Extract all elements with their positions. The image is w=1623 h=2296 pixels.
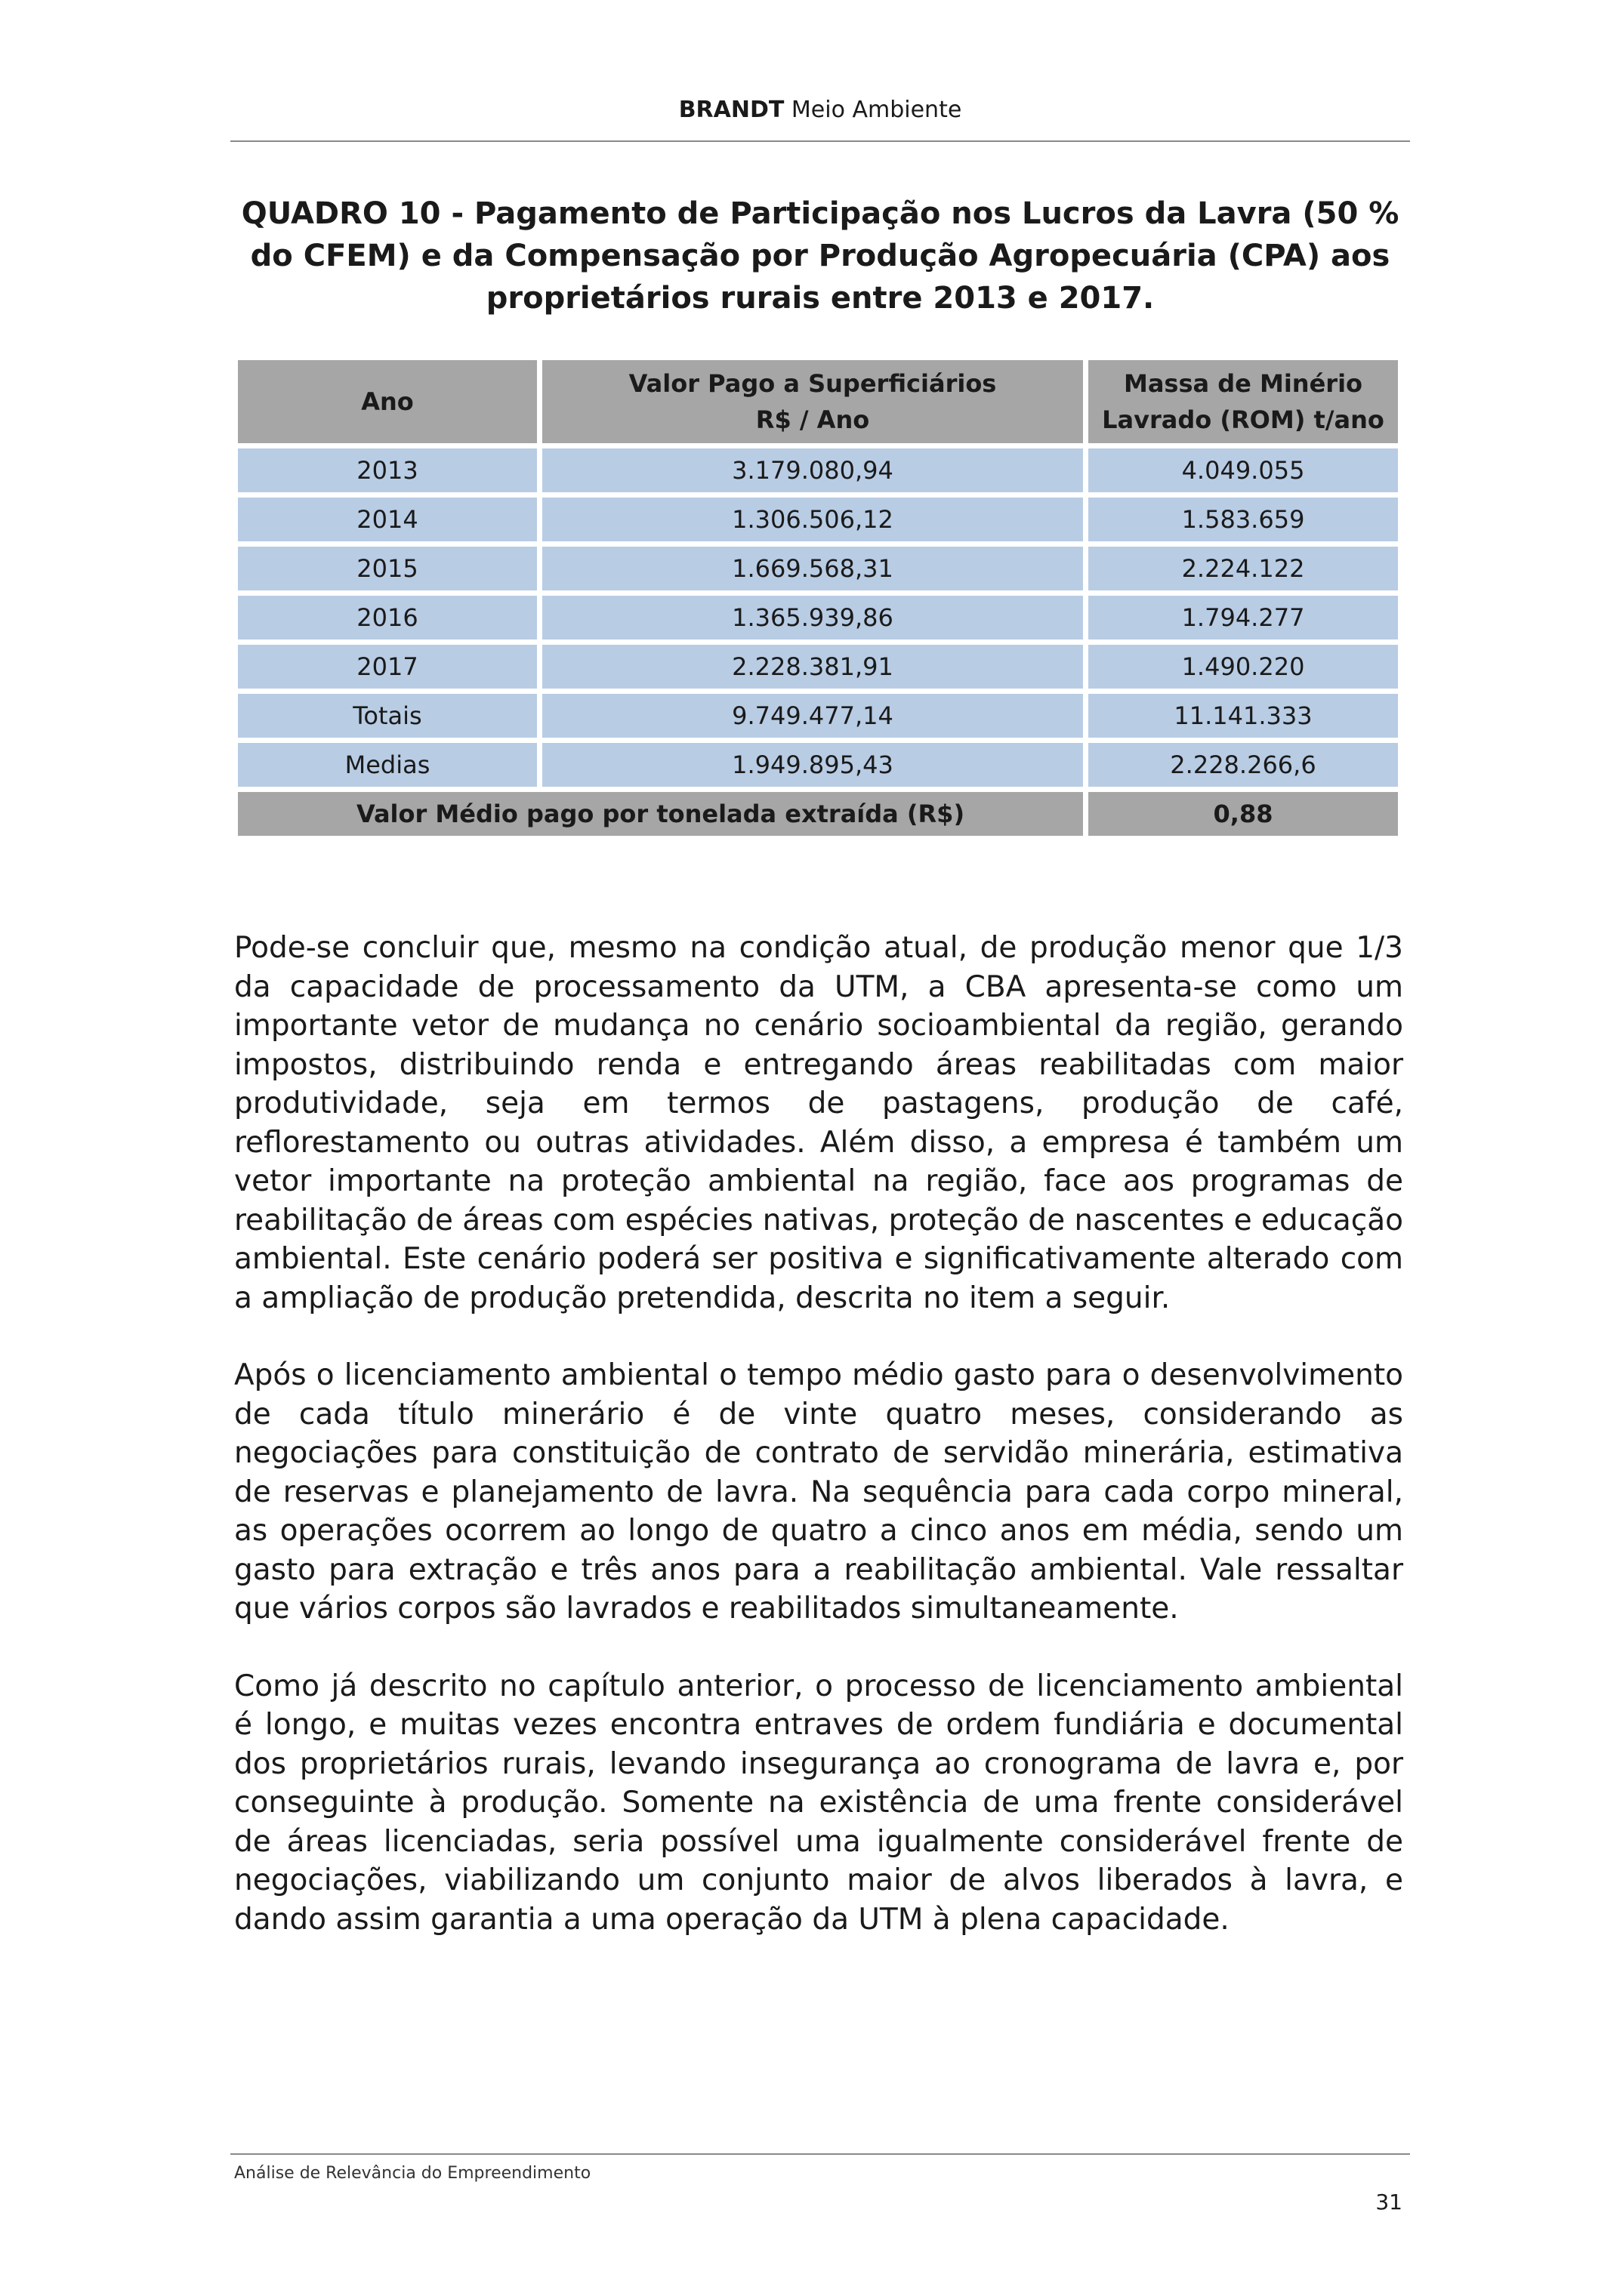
cell-massa: 1.490.220 <box>1088 645 1398 689</box>
cell-ano: 2013 <box>238 448 537 492</box>
body-text <box>234 929 1403 1977</box>
footer-text: Análise de Relevância do Empreendimento <box>234 2164 591 2183</box>
quadro-10-table <box>233 355 1403 841</box>
header-valor-pago <box>542 360 1083 443</box>
table-row <box>238 547 1398 590</box>
page-number: 31 <box>1375 2190 1402 2214</box>
cell-ano: 2015 <box>238 547 537 590</box>
cell-ano: 2017 <box>238 645 537 689</box>
cell-valor: 9.749.477,14 <box>542 694 1083 738</box>
footer-divider <box>230 2153 1410 2155</box>
table-row <box>238 596 1398 639</box>
cell-valor: 3.179.080,94 <box>542 448 1083 492</box>
table-header-row <box>238 360 1398 443</box>
cell-ano: Totais <box>238 694 537 738</box>
cell-massa: 1.794.277 <box>1088 596 1398 639</box>
cell-valor: 1.949.895,43 <box>542 743 1083 787</box>
paragraph: Pode-se concluir que, mesmo na condição atual, de produção menor que 1/3 da capacidade de processamento da UTM, a CBA apresenta-se como um importante vetor de mudança no cenário socioambiental da região, gerando impostos, distribuindo renda e entregando áreas reabilitadas com maior produtividade, seja em termos de pastagens, produção de café, reflorestamento ou outras atividades. Além disso, a empresa é também um vetor importante na proteção ambiental na região, face aos programas de reabilitação de áreas com espécies nativas, proteção de nascentes e educação ambiental. Este cenário poderá ser positiva e significativamente alterado com a ampliação de produção pretendida, descrita no item a seguir. <box>234 931 1403 1315</box>
header-ano: Ano <box>238 360 537 443</box>
cell-ano: Medias <box>238 743 537 787</box>
paragraph: Após o licenciamento ambiental o tempo médio gasto para o desenvolvimento de cada título minerário é de vinte quatro meses, considerando as negociações para constituição de contrato de servidão minerária, estimativa de reservas e planejamento de lavra. Na sequência para cada corpo mineral, as operações ocorrem ao longo de quatro a cinco anos em média, sendo um gasto para extração e três anos para a reabilitação ambiental. Vale ressaltar que vários corpos são lavrados e reabilitados simultaneamente. <box>234 1358 1403 1626</box>
cell-massa: 4.049.055 <box>1088 448 1398 492</box>
table-row <box>238 448 1398 492</box>
header-massa-line1: Massa de Minério <box>1123 369 1363 398</box>
cell-massa: 1.583.659 <box>1088 498 1398 541</box>
page-header <box>230 97 1410 142</box>
header-valor-line1: Valor Pago a Superficiários <box>628 369 997 398</box>
table-row-totais <box>238 694 1398 738</box>
header-massa-minerio <box>1088 360 1398 443</box>
cell-massa: 11.141.333 <box>1088 694 1398 738</box>
table-row <box>238 645 1398 689</box>
cell-massa: 2.224.122 <box>1088 547 1398 590</box>
cell-valor: 1.306.506,12 <box>542 498 1083 541</box>
header-brand: BRANDT <box>678 97 785 123</box>
cell-valor: 1.669.568,31 <box>542 547 1083 590</box>
header-subtitle: Meio Ambiente <box>791 97 962 123</box>
table-footer-row <box>238 792 1398 836</box>
paragraph: Como já descrito no capítulo anterior, o processo de licenciamento ambiental é longo, e muitas vezes encontra entraves de ordem fundiária e documental dos proprietários rurais, levando insegurança ao cronograma de lavra e, por conseguinte à produção. Somente na existência de uma frente considerável de áreas licenciadas, seria possível uma igualmente considerável frente de negociações, viabilizando um conjunto maior de alvos liberados à lavra, e dando assim garantia a uma operação da UTM à plena capacidade. <box>234 1669 1403 1937</box>
header-massa-line2: Lavrado (ROM) t/ano <box>1102 405 1384 434</box>
cell-ano: 2014 <box>238 498 537 541</box>
footer-label: Valor Médio pago por tonelada extraída (R$) <box>238 792 1083 836</box>
table-row <box>238 498 1398 541</box>
cell-ano: 2016 <box>238 596 537 639</box>
cell-valor: 1.365.939,86 <box>542 596 1083 639</box>
cell-massa: 2.228.266,6 <box>1088 743 1398 787</box>
footer-value: 0,88 <box>1088 792 1398 836</box>
header-valor-line2: R$ / Ano <box>755 405 870 434</box>
table-row-medias <box>238 743 1398 787</box>
table-caption: QUADRO 10 - Pagamento de Participação nos Lucros da Lavra (50 % do CFEM) e da Compensação por Produção Agropecuária (CPA) aos proprietários rurais entre 2013 e 2017. <box>241 196 1399 316</box>
cell-valor: 2.228.381,91 <box>542 645 1083 689</box>
